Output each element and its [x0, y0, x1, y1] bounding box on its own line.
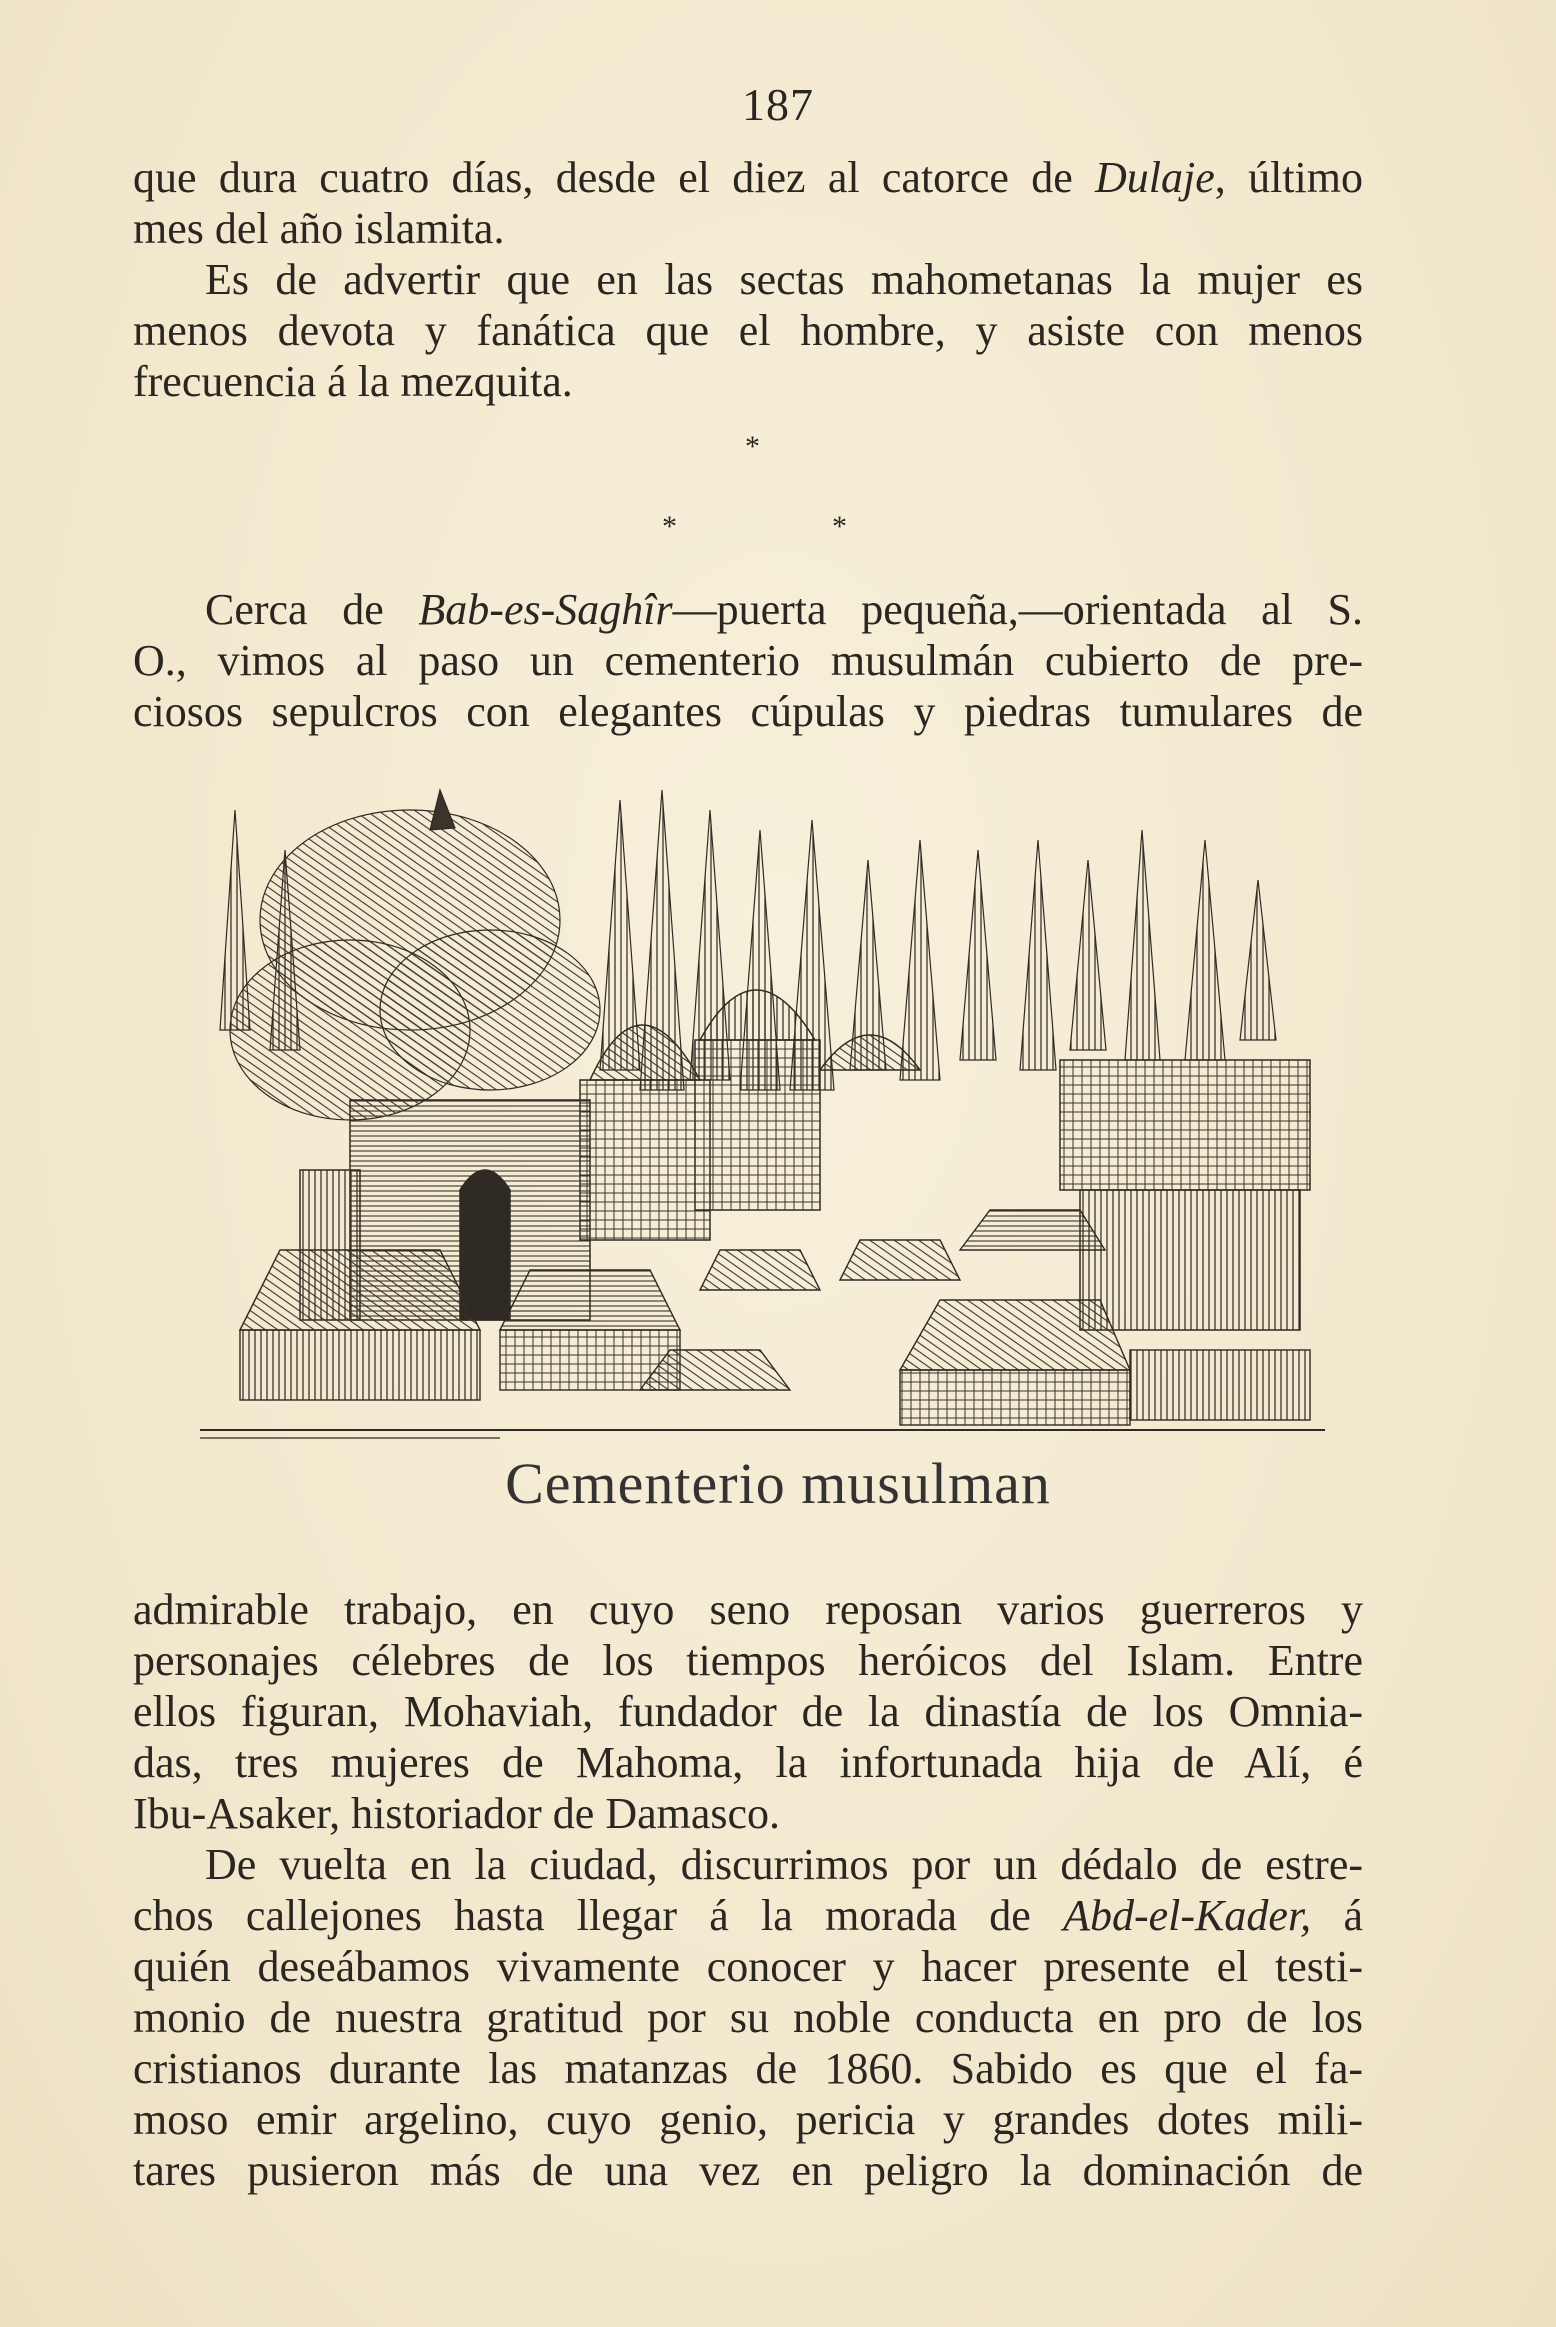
page-number: 187	[742, 79, 814, 130]
text-line: personajes célebres de los tiempos heróicos del Islam. Entre	[133, 1636, 1363, 1685]
leafy-tree	[230, 790, 600, 1120]
paragraph-continued	[133, 635, 1363, 737]
cemetery-engraving	[200, 770, 1325, 1450]
text-line: Cerca de Bab-es-Saghîr—puerta pequeña,—orientada al S.	[205, 585, 1363, 634]
text-line: cristianos durante las matanzas de 1860. Sabido es que el fa-	[133, 2044, 1363, 2093]
paragraph	[133, 584, 1363, 635]
text-line: ellos figuran, Mohaviah, fundador de la dinastía de los Omnia-	[133, 1687, 1363, 1736]
middle-text-block	[133, 584, 1363, 737]
text-line: monio de nuestra gratitud por su noble conducta en pro de los	[133, 1993, 1363, 2042]
top-text-block	[133, 152, 1363, 407]
paragraph-continued	[133, 305, 1363, 407]
italic-term: Abd-el-Kader,	[1063, 1891, 1312, 1940]
text-line: O., vimos al paso un cementerio musulmán cubierto de pre-	[133, 636, 1363, 685]
paragraph-continued	[133, 1584, 1363, 1839]
paragraph	[133, 254, 1363, 305]
text-line: quién deseábamos vivamente conocer y hacer presente el testi-	[133, 1942, 1363, 1991]
text-line: ciosos sepulcros con elegantes cúpulas y piedras tumulares de	[133, 687, 1363, 736]
paragraph	[133, 152, 1363, 254]
text-line: De vuelta en la ciudad, discurrimos por un dédalo de estre-	[205, 1840, 1363, 1889]
text-line: frecuencia á la mezquita.	[133, 357, 573, 406]
italic-term: Dulaje	[1095, 153, 1215, 202]
separator-star: *	[745, 430, 760, 463]
separator-star: *	[662, 510, 677, 543]
figure-caption: Cementerio musulman	[505, 1451, 1051, 1516]
separator-star: *	[832, 510, 847, 543]
text-line: chos callejones hasta llegar á la morada de Abd-el-Kader, á	[133, 1891, 1363, 1940]
paragraph-continued	[133, 1890, 1363, 2196]
text-line: moso emir argelino, cuyo genio, pericia y grandes dotes mili-	[133, 2095, 1363, 2144]
right-enclosure	[1060, 1060, 1310, 1330]
text-line: menos devota y fanática que el hombre, y asiste con menos	[133, 306, 1363, 355]
italic-term: Bab-es-Saghîr	[418, 585, 673, 634]
text-line: Es de advertir que en las sectas mahometanas la mujer es	[205, 255, 1363, 304]
text-line: tares pusieron más de una vez en peligro la dominación de	[133, 2146, 1363, 2195]
paragraph	[133, 1839, 1363, 1890]
text-line: Ibu-Asaker, historiador de Damasco.	[133, 1789, 781, 1838]
bottom-text-block	[133, 1584, 1363, 2196]
text-line: mes del año islamita.	[133, 204, 505, 253]
text-line: que dura cuatro días, desde el diez al catorce de Dulaje, último	[133, 153, 1363, 202]
text-line: admirable trabajo, en cuyo seno reposan varios guerreros y	[133, 1585, 1363, 1634]
text-line: das, tres mujeres de Mahoma, la infortunada hija de Alí, é	[133, 1738, 1363, 1787]
